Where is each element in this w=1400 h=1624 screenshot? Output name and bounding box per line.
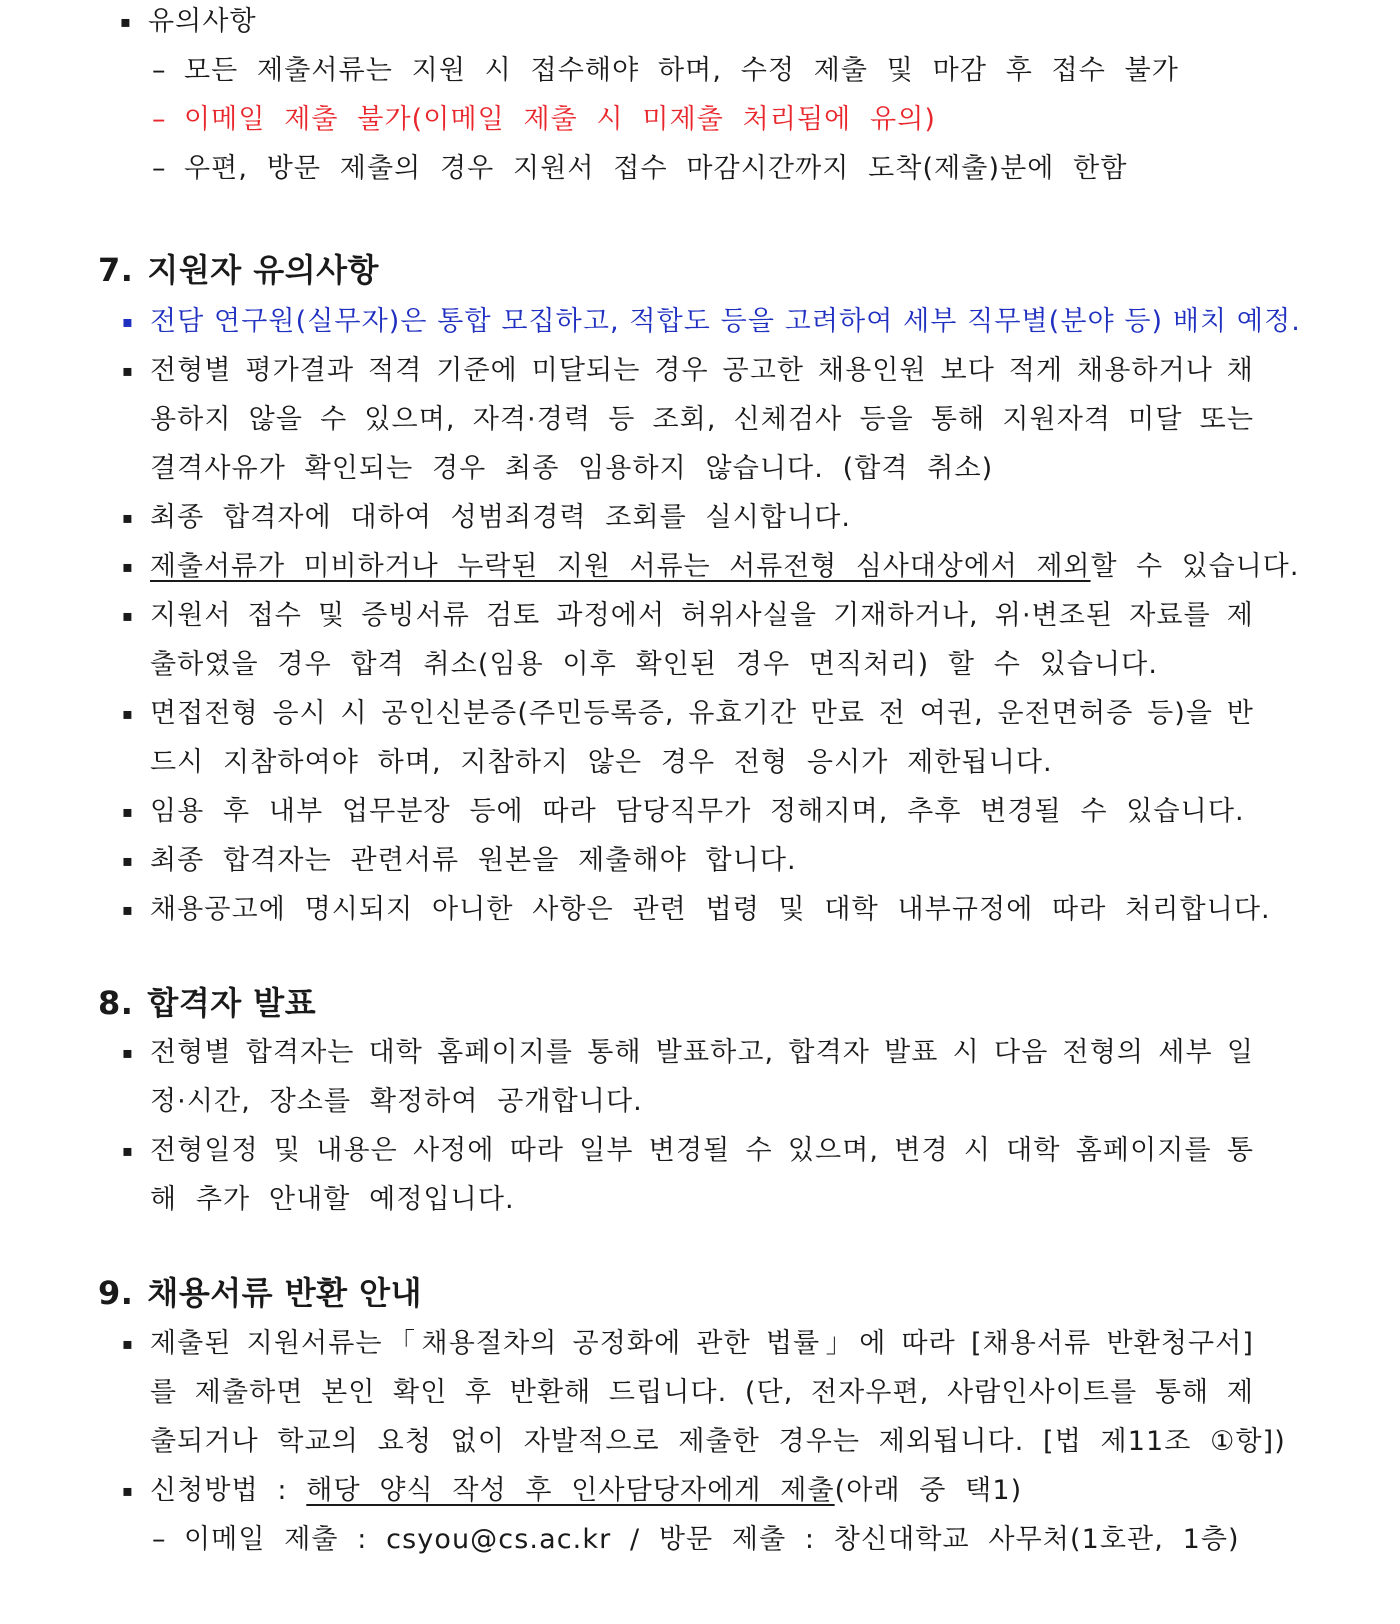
section7-item-line: 지원서 접수 및 증빙서류 검토 과정에서 허위사실을 기재하거나, 위·변조된 자료를 제 bbox=[150, 600, 1254, 631]
section7-item-line: 출하였을 경우 합격 취소(임용 이후 확인된 경우 면직처리) 할 수 있습니다. bbox=[150, 649, 1159, 680]
section-number: 7. bbox=[98, 251, 134, 289]
notice-item: 우편, 방문 제출의 경우 지원서 접수 마감시간까지 도착(제출)분에 한함 bbox=[184, 153, 1128, 184]
section-7-heading bbox=[98, 250, 379, 290]
section-number: 8. bbox=[98, 984, 134, 1022]
section7-item-line bbox=[150, 549, 1299, 585]
item-text: 할 수 있습니다. bbox=[1090, 551, 1300, 582]
bullet-icon: ▪ bbox=[120, 12, 131, 31]
dash-icon: – bbox=[152, 153, 167, 184]
section7-item-line: 전형별 평가결과 적격 기준에 미달되는 경우 공고한 채용인원 보다 적게 채용하거나 채 bbox=[150, 355, 1254, 386]
section9-subitem: 이메일 제출 : csyou@cs.ac.kr / 방문 제출 : 창신대학교 사무처(1호관, 1층) bbox=[184, 1524, 1240, 1555]
item-label: 신청방법 : bbox=[150, 1475, 307, 1506]
section7-item-line: 채용공고에 명시되지 아니한 사항은 관련 법령 및 대학 내부규정에 따라 처리합니다. bbox=[150, 894, 1271, 925]
bullet-icon: ▪ bbox=[122, 1334, 133, 1353]
bullet-icon: ▪ bbox=[122, 1481, 133, 1500]
section9-item-line: 를 제출하면 본인 확인 후 반환해 드립니다. (단, 전자우편, 사람인사이트를 통해 제 bbox=[150, 1377, 1254, 1408]
section9-item-line: 제출된 지원서류는「채용절차의 공정화에 관한 법률」에 따라 [채용서류 반환청구서] bbox=[150, 1328, 1254, 1359]
section-9-heading bbox=[98, 1273, 422, 1313]
section8-item-line: 정·시간, 장소를 확정하여 공개합니다. bbox=[150, 1086, 643, 1117]
section8-item-line: 전형일정 및 내용은 사정에 따라 일부 변경될 수 있으며, 변경 시 대학 홈페이지를 통 bbox=[150, 1135, 1254, 1166]
section8-item-line: 전형별 합격자는 대학 홈페이지를 통해 발표하고, 합격자 발표 시 다음 전형의 세부 일 bbox=[150, 1037, 1254, 1068]
section-title: 합격자 발표 bbox=[147, 984, 317, 1022]
section9-item-line bbox=[150, 1473, 1022, 1509]
section7-item-line: 최종 합격자에 대하여 성범죄경력 조회를 실시합니다. bbox=[150, 502, 852, 533]
bullet-icon: ▪ bbox=[122, 900, 133, 919]
bullet-icon: ▪ bbox=[122, 361, 133, 380]
section7-item-line: 드시 지참하여야 하며, 지참하지 않은 경우 전형 응시가 제한됩니다. bbox=[150, 747, 1053, 778]
underlined-text: 해당 양식 작성 후 인사담당자에게 제출 bbox=[306, 1475, 835, 1506]
bullet-icon: ▪ bbox=[122, 508, 133, 527]
bullet-icon: ▪ bbox=[122, 802, 133, 821]
section7-item-line: 임용 후 내부 업무분장 등에 따라 담당직무가 정해지며, 추후 변경될 수 있습니다. bbox=[150, 796, 1245, 827]
section7-item-line: 결격사유가 확인되는 경우 최종 임용하지 않습니다. (합격 취소) bbox=[150, 453, 994, 484]
section-title: 지원자 유의사항 bbox=[147, 251, 379, 289]
notice-item: 모든 제출서류는 지원 시 접수해야 하며, 수정 제출 및 마감 후 접수 불가 bbox=[184, 55, 1179, 86]
section7-item-highlight: 전담 연구원(실무자)은 통합 모집하고, 적합도 등을 고려하여 세부 직무별(분야 등) 배치 예정. bbox=[150, 306, 1301, 337]
notice-title: 유의사항 bbox=[148, 6, 257, 37]
bullet-icon: ▪ bbox=[122, 606, 133, 625]
section7-item-line: 용하지 않을 수 있으며, 자격·경력 등 조회, 신체검사 등을 통해 지원자격 미달 또는 bbox=[150, 404, 1254, 435]
section8-item-line: 해 추가 안내할 예정입니다. bbox=[150, 1184, 515, 1215]
dash-icon: – bbox=[152, 1524, 167, 1555]
section9-item-line: 출되거나 학교의 요청 없이 자발적으로 제출한 경우는 제외됩니다. [법 제11조 ①항]) bbox=[150, 1426, 1286, 1457]
bullet-icon: ▪ bbox=[122, 851, 133, 870]
bullet-icon: ▪ bbox=[122, 1141, 133, 1160]
bullet-icon: ▪ bbox=[122, 312, 133, 331]
section-number: 9. bbox=[98, 1274, 134, 1312]
underlined-text: 제출서류가 미비하거나 누락된 지원 서류는 서류전형 심사대상에서 제외 bbox=[150, 551, 1091, 582]
section-title: 채용서류 반환 안내 bbox=[147, 1274, 422, 1312]
dash-icon: – bbox=[152, 104, 167, 135]
bullet-icon: ▪ bbox=[122, 1043, 133, 1062]
section7-item-line: 최종 합격자는 관련서류 원본을 제출해야 합니다. bbox=[150, 845, 797, 876]
bullet-icon: ▪ bbox=[122, 704, 133, 723]
bullet-icon: ▪ bbox=[122, 557, 133, 576]
item-text: (아래 중 택1) bbox=[834, 1475, 1023, 1506]
section7-item-line: 면접전형 응시 시 공인신분증(주민등록증, 유효기간 만료 전 여권, 운전면허증 등)을 반 bbox=[150, 698, 1254, 729]
notice-item-warning: 이메일 제출 불가(이메일 제출 시 미제출 처리됨에 유의) bbox=[184, 104, 937, 135]
dash-icon: – bbox=[152, 55, 167, 86]
section-8-heading bbox=[98, 983, 316, 1023]
